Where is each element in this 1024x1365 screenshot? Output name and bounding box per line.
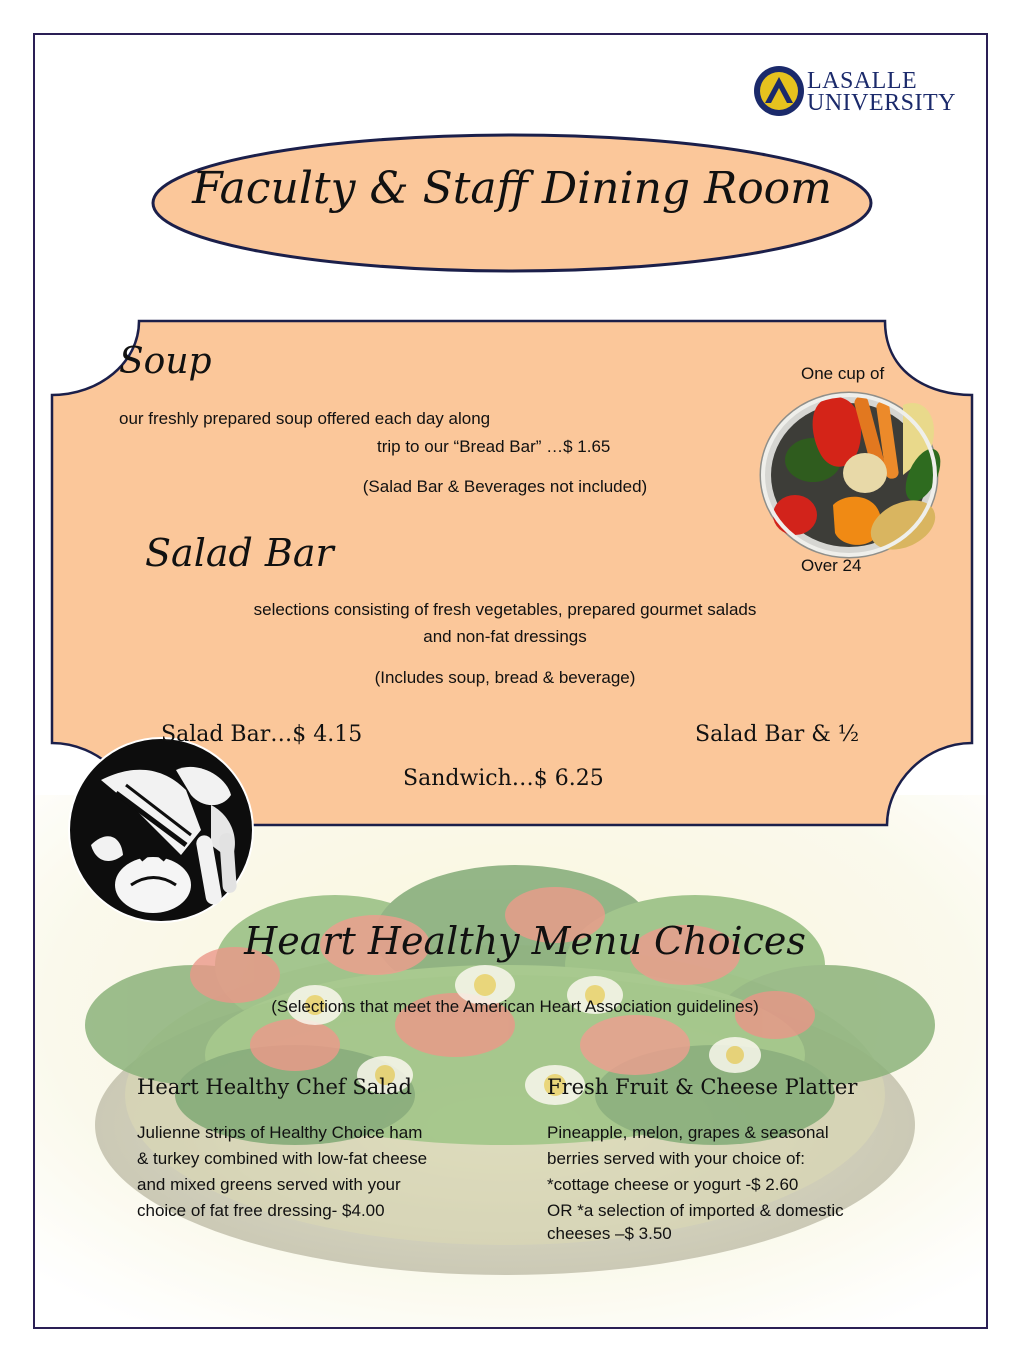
soup-heading: Soup xyxy=(119,341,212,382)
chef-salad-title: Heart Healthy Chef Salad xyxy=(137,1075,412,1099)
soup-description-line1: our freshly prepared soup offered each day along xyxy=(119,409,491,428)
salad-bar-note: (Includes soup, bread & beverage) xyxy=(374,668,636,687)
vegetable-bowl-image xyxy=(753,365,953,565)
salad-bar-description-line2: and non-fat dressings xyxy=(423,627,587,646)
chef-salad-description xyxy=(137,1120,427,1224)
fruit-platter-line: Pineapple, melon, grapes & seasonal xyxy=(547,1123,829,1142)
chef-salad-line: Julienne strips of Healthy Choice ham xyxy=(137,1123,423,1142)
chef-salad-line: & turkey combined with low-fat cheese xyxy=(137,1149,428,1168)
soup-side-text: One cup of xyxy=(801,364,885,383)
fruit-platter-line: cheeses –$ 3.50 xyxy=(547,1224,672,1243)
salad-bar-half-sandwich-price: Sandwich…$ 6.25 xyxy=(403,766,604,791)
soup-description-line2: trip to our “Bread Bar” …$ 1.65 xyxy=(377,437,611,456)
soup-note: (Salad Bar & Beverages not included) xyxy=(362,477,648,496)
chef-salad-line: choice of fat free dressing- $4.00 xyxy=(137,1201,385,1220)
salad-bar-side-text: Over 24 xyxy=(801,556,862,575)
menu-page xyxy=(33,33,988,1329)
fruit-cheese-platter-title: Fresh Fruit & Cheese Platter xyxy=(547,1075,858,1099)
fruit-platter-line: berries served with your choice of: xyxy=(547,1149,805,1168)
salad-bar-half-sandwich-label: Salad Bar & ½ xyxy=(695,722,860,747)
heart-healthy-subtitle: (Selections that meet the American Heart Association guidelines) xyxy=(271,997,759,1016)
page-title: Faculty & Staff Dining Room xyxy=(192,163,832,214)
chef-salad-line: and mixed greens served with your xyxy=(137,1175,401,1194)
salad-bar-heading: Salad Bar xyxy=(145,531,334,575)
salad-bar-price: Salad Bar…$ 4.15 xyxy=(161,722,363,747)
fruit-platter-line: OR *a selection of imported & domestic xyxy=(547,1201,844,1220)
salad-bar-description-line1: selections consisting of fresh vegetables, prepared gourmet salads xyxy=(253,600,757,619)
lasalle-shield-logo-icon xyxy=(751,63,811,123)
logo-line-lasalle: LASALLE xyxy=(807,68,918,94)
heart-healthy-heading: Heart Healthy Menu Choices xyxy=(244,919,806,963)
vegetable-woodcut-icon xyxy=(61,735,261,925)
fruit-cheese-platter-description xyxy=(547,1120,844,1244)
fruit-platter-line: *cottage cheese or yogurt -$ 2.60 xyxy=(547,1175,799,1194)
logo-line-university: UNIVERSITY xyxy=(807,90,956,116)
